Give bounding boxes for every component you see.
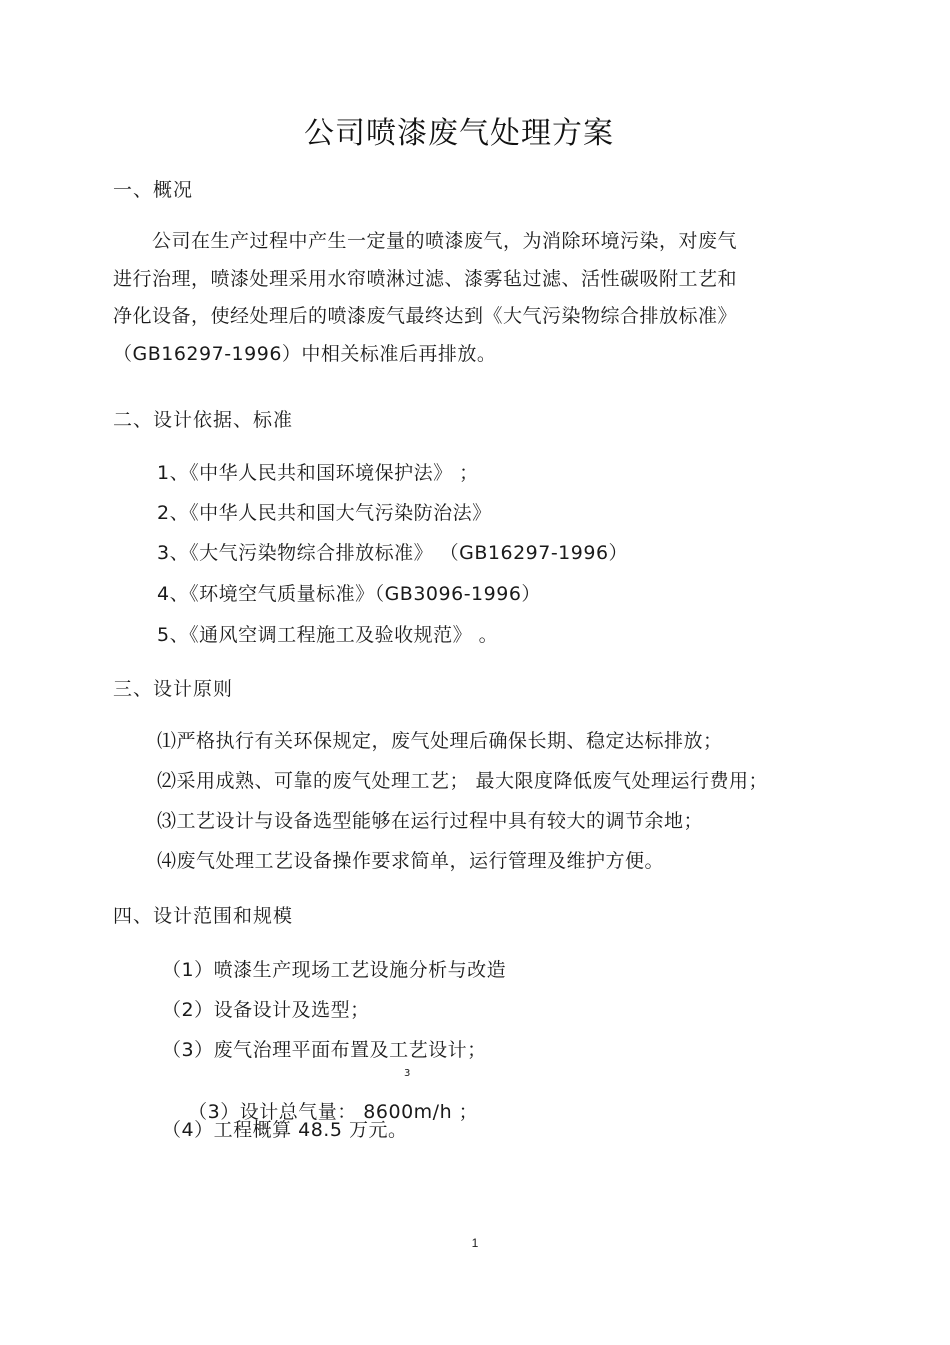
airflow-text: （3）设计总气量： 8600m/h ； bbox=[188, 1101, 479, 1123]
scope-item: （2）设备设计及选型； bbox=[162, 999, 370, 1021]
principle-item: ⑶工艺设计与设备选型能够在运行过程中具有较大的调节余地； bbox=[157, 810, 704, 832]
basis-item: 3、《大气污染物综合排放标准》 （GB16297-1996） bbox=[157, 542, 629, 564]
basis-item: 2、《中华人民共和国大气污染防治法》 bbox=[157, 502, 492, 524]
page-number bbox=[0, 1236, 950, 1250]
overview-paragraph: 公司在生产过程中产生一定量的喷漆废气，为消除环境污染，对废气 进行治理，喷漆处理采用水帘喷淋过滤、漆雾毡过滤、活性碳吸附工艺和 净化设备，使经处理后的喷漆废气最终达到《大气污染物综合排放标准》 （GB16297-1996）中相关标准后再排放。 bbox=[113, 230, 738, 365]
principle-item: ⑴严格执行有关环保规定，废气处理后确保长期、稳定达标排放； bbox=[157, 730, 723, 752]
scope-item: （1）喷漆生产现场工艺设施分析与改造 bbox=[162, 959, 507, 981]
principle-item: ⑷废气处理工艺设备操作要求简单，运行管理及维护方便。 bbox=[157, 850, 665, 872]
scope-item: （3）废气治理平面布置及工艺设计； bbox=[162, 1039, 487, 1061]
airflow-unit-superscript: 3 bbox=[404, 1068, 411, 1079]
section-heading-principles: 三、设计原则 bbox=[113, 678, 234, 700]
principle-item: ⑵采用成熟、可靠的废气处理工艺； 最大限度降低废气处理运行费用； bbox=[157, 770, 769, 792]
basis-item: 5、《通风空调工程施工及验收规范》 。 bbox=[157, 624, 499, 646]
section-heading-basis: 二、设计依据、标准 bbox=[113, 409, 294, 431]
section-heading-scope: 四、设计范围和规模 bbox=[113, 905, 294, 927]
basis-item: 1、《中华人民共和国环境保护法》 ； bbox=[157, 462, 479, 484]
scope-item: （4）工程概算 48.5 万元。 bbox=[162, 1119, 408, 1141]
section-heading-overview: 一、概况 bbox=[113, 179, 194, 201]
document-title: 公司喷漆废气处理方案 bbox=[304, 116, 614, 151]
page-number-text: 1 bbox=[471, 1236, 479, 1250]
basis-item: 4、《环境空气质量标准》（GB3096-1996） bbox=[157, 583, 541, 605]
